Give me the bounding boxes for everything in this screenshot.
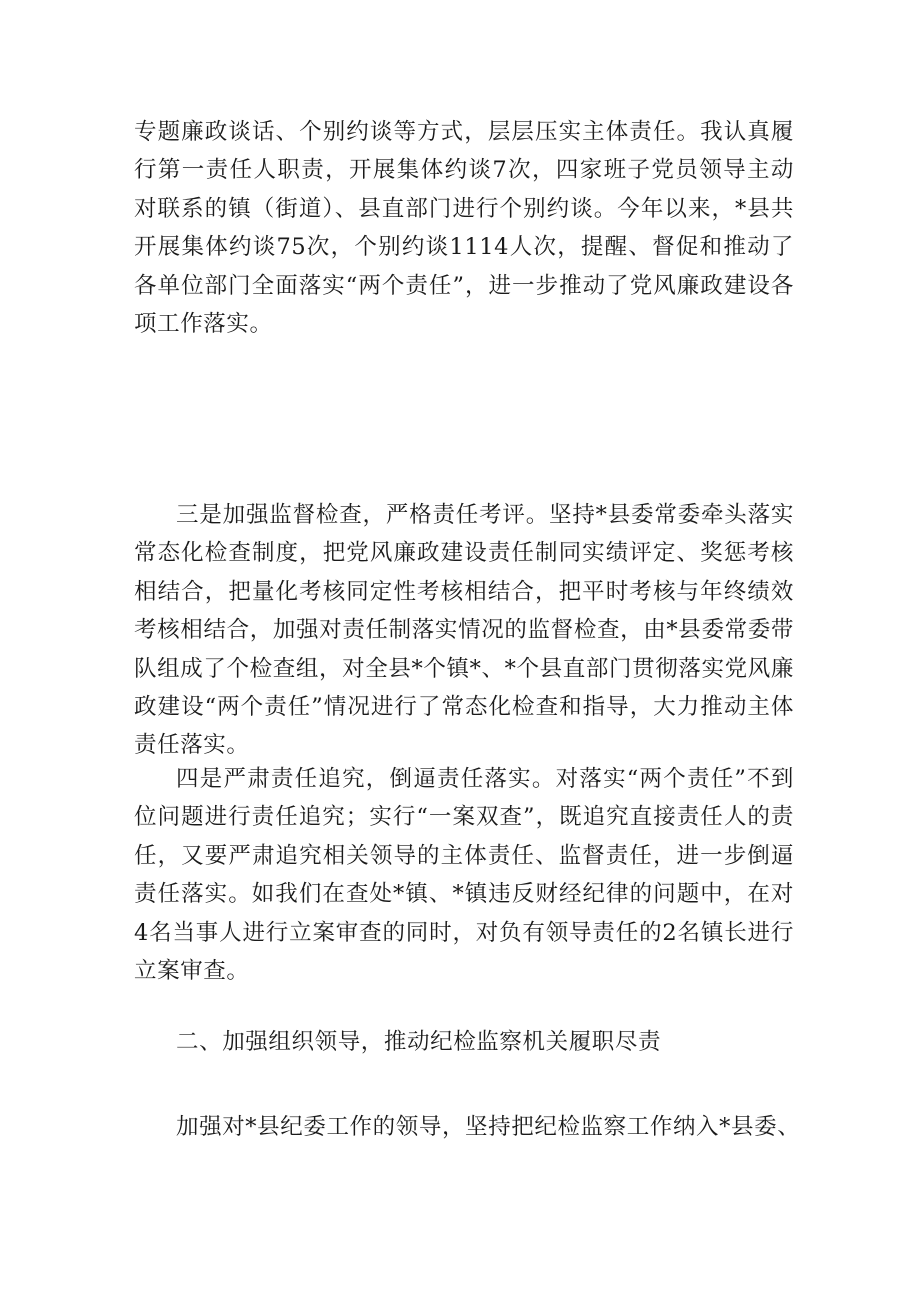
paragraph-accountability: 四是严肃责任追究，倒逼责任落实。对落实“两个责任”不到位问题进行责任追究；实行“一案双查”，既追究直接责任人的责任，又要严肃追究相关领导的主体责任、监督责任，进一步倒逼责任落实。如我们在查处*镇、*镇违反财经纪律的问题中，在对4名当事人进行立案审查的同时，对负有领导责任的2名镇长进行立案审查。 xyxy=(134,766,794,985)
section-heading: 二、加强组织领导，推动纪检监察机关履职尽责 xyxy=(176,1029,662,1055)
paragraph-continuation: 专题廉政谈话、个别约谈等方式，层层压实主体责任。我认真履行第一责任人职责，开展集体约谈7次，四家班子党员领导主动对联系的镇（街道）、县直部门进行个别约谈。今年以来，*县共开展集体约谈75次，个别约谈1114人次，提醒、督促和推动了各单位部门全面落实“两个责任”，进一步推动了党风廉政建设各项工作落实。 xyxy=(134,119,794,338)
paragraph-supervision-inspection: 三是加强监督检查，严格责任考评。坚持*县委常委牵头落实常态化检查制度，把党风廉政建设责任制同实绩评定、奖惩考核相结合，把量化考核同定性考核相结合，把平时考核与年终绩效考核相结合，加强对责任制落实情况的监督检查，由*县委常委带队组成了个检查组，对全县*个镇*、*个县直部门贯彻落实党风廉政建设“两个责任”情况进行了常态化检查和指导，大力推动主体责任落实。 xyxy=(134,502,794,759)
paragraph-final: 加强对*县纪委工作的领导，坚持把纪检监察工作纳入*县委、 xyxy=(176,1114,801,1140)
